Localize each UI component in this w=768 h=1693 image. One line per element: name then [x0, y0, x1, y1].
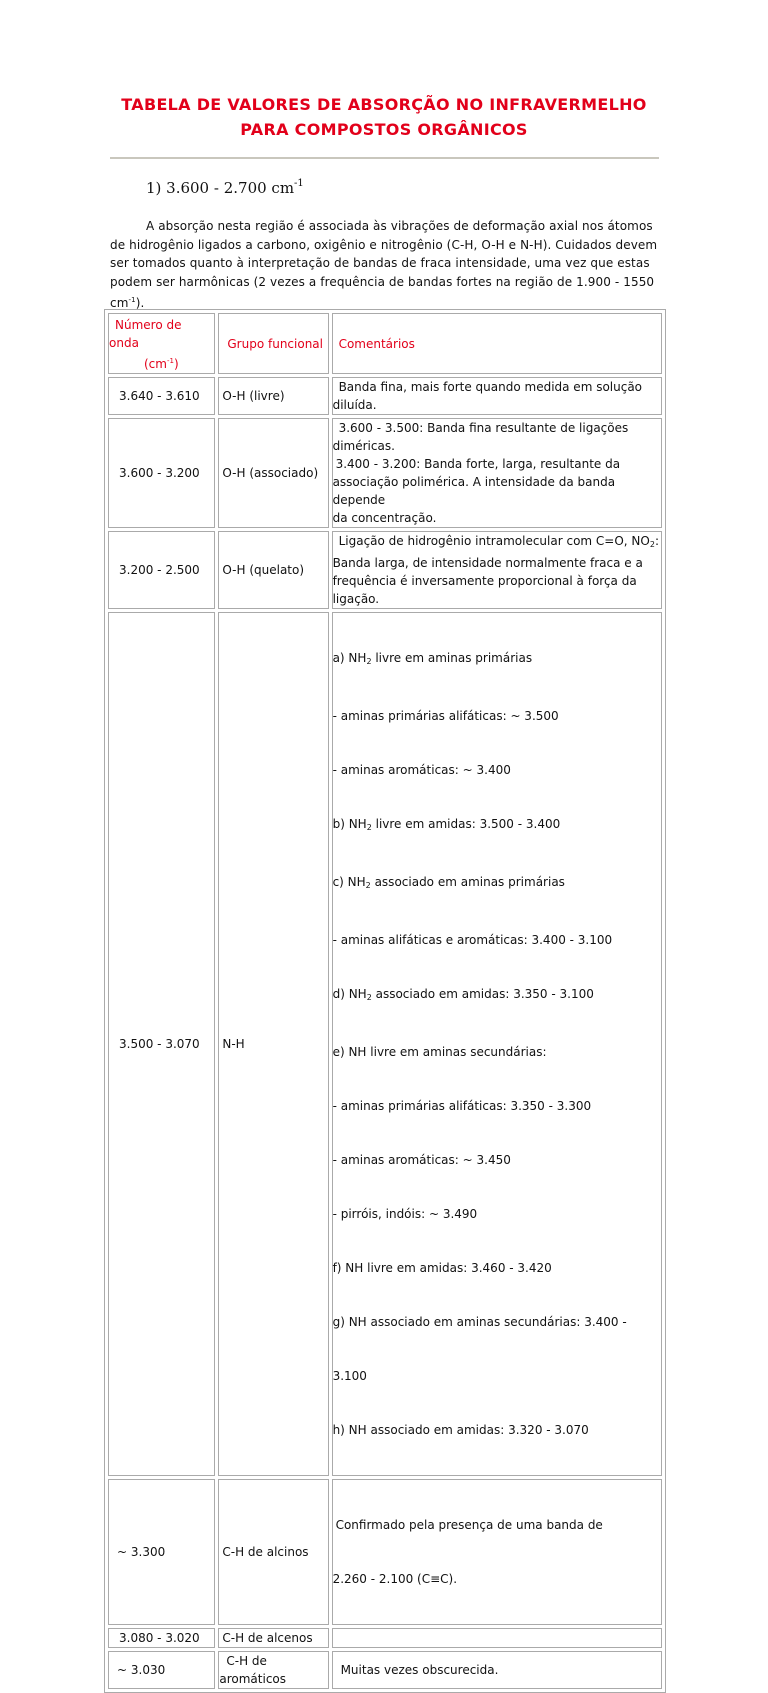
cell-comment: Confirmado pela presença de uma banda de 2.260 - 2.100 (C≡C). — [332, 1479, 662, 1625]
cell-wavenumber: ~ 3.300 — [108, 1479, 215, 1625]
cell-comment: Ligação de hidrogênio intramolecular com C=O, $NO_2$: Banda larga, de intensidade normalmente fraca e a frequência é inversamente proporcional à força da ligação. — [332, 531, 662, 609]
absorption-table — [104, 309, 666, 1693]
cell-comment: a) $NH_2$ livre em aminas primárias - aminas primárias alifáticas: ~ 3.500 - aminas aromáticas: ~ 3.400 b) $NH_2$ livre em amidas: 3.500 - 3.400 c) $NH_2$ associado em aminas primárias - aminas alifáticas e aromáticas: 3.400 - 3.100 d) $NH_2$ associado em amidas: 3.350 - 3.100 e) NH livre em aminas secundárias: - aminas primárias alifáticas: 3.350 - 3.300 - aminas aromáticas: ~ 3.450 - pirróis, indóis: ~ 3.490 f) NH livre em amidas: 3.460 - 3.420 g) NH associado em aminas secundárias: 3.400 - 3.100 h) NH associado em amidas: 3.320 - 3.070 — [332, 612, 662, 1476]
table-row — [108, 612, 662, 1476]
cell-wavenumber: ~ 3.030 — [108, 1651, 215, 1689]
horizontal-divider — [110, 157, 659, 159]
cell-group: N-H — [218, 612, 328, 1476]
intro-paragraph: A absorção nesta região é associada às vibrações de deformação axial nos átomos de hidrogênio ligados a carbono, oxigênio e nitrogênio (C-H, O-H e N-H). Cuidados devem ser tomados quanto à interpretação de bandas de fraca intensidade, uma vez que estas podem ser harmônicas (2 vezes a frequência de bandas fortes na região de 1.900 - 1550 $cm^{-1}$). — [110, 219, 658, 310]
header-wavenumber: Número de onda $(cm^{-1})$ — [108, 313, 215, 374]
header-functional-group: Grupo funcional — [218, 313, 328, 374]
table-row — [108, 1651, 662, 1689]
table-header-row — [108, 313, 662, 374]
header-comments: Comentários — [332, 313, 662, 374]
cell-comment: 3.600 - 3.500: Banda fina resultante de ligações diméricas. 3.400 - 3.200: Banda forte, larga, resultante da associação polimérica. A intensidade da banda depende da concentração. — [332, 418, 662, 528]
table-row — [108, 1628, 662, 1648]
section-heading: 1) 3.600 - 2.700 $cm^{-1}$ — [146, 178, 304, 197]
cell-group: O-H (quelato) — [218, 531, 328, 609]
page-title — [0, 92, 768, 142]
cell-group: O-H (associado) — [218, 418, 328, 528]
cell-wavenumber: 3.500 - 3.070 — [108, 612, 215, 1476]
cell-group: O-H (livre) — [218, 377, 328, 415]
cell-group: C-H de aromáticos — [218, 1651, 328, 1689]
cell-group: C-H de alcinos — [218, 1479, 328, 1625]
cell-wavenumber: 3.600 - 3.200 — [108, 418, 215, 528]
title-line-1: TABELA DE VALORES DE ABSORÇÃO NO INFRAVERMELHO — [121, 95, 647, 114]
cell-group: C-H de alcenos — [218, 1628, 328, 1648]
title-line-2: PARA COMPOSTOS ORGÂNICOS — [240, 120, 528, 139]
table-row — [108, 377, 662, 415]
cell-wavenumber: 3.200 - 2.500 — [108, 531, 215, 609]
table-row — [108, 1479, 662, 1625]
table-row — [108, 531, 662, 609]
cell-comment-empty — [332, 1628, 662, 1648]
cell-wavenumber: 3.640 - 3.610 — [108, 377, 215, 415]
cell-comment: Muitas vezes obscurecida. — [332, 1651, 662, 1689]
cell-comment: Banda fina, mais forte quando medida em solução diluída. — [332, 377, 662, 415]
cell-wavenumber: 3.080 - 3.020 — [108, 1628, 215, 1648]
table-row — [108, 418, 662, 528]
